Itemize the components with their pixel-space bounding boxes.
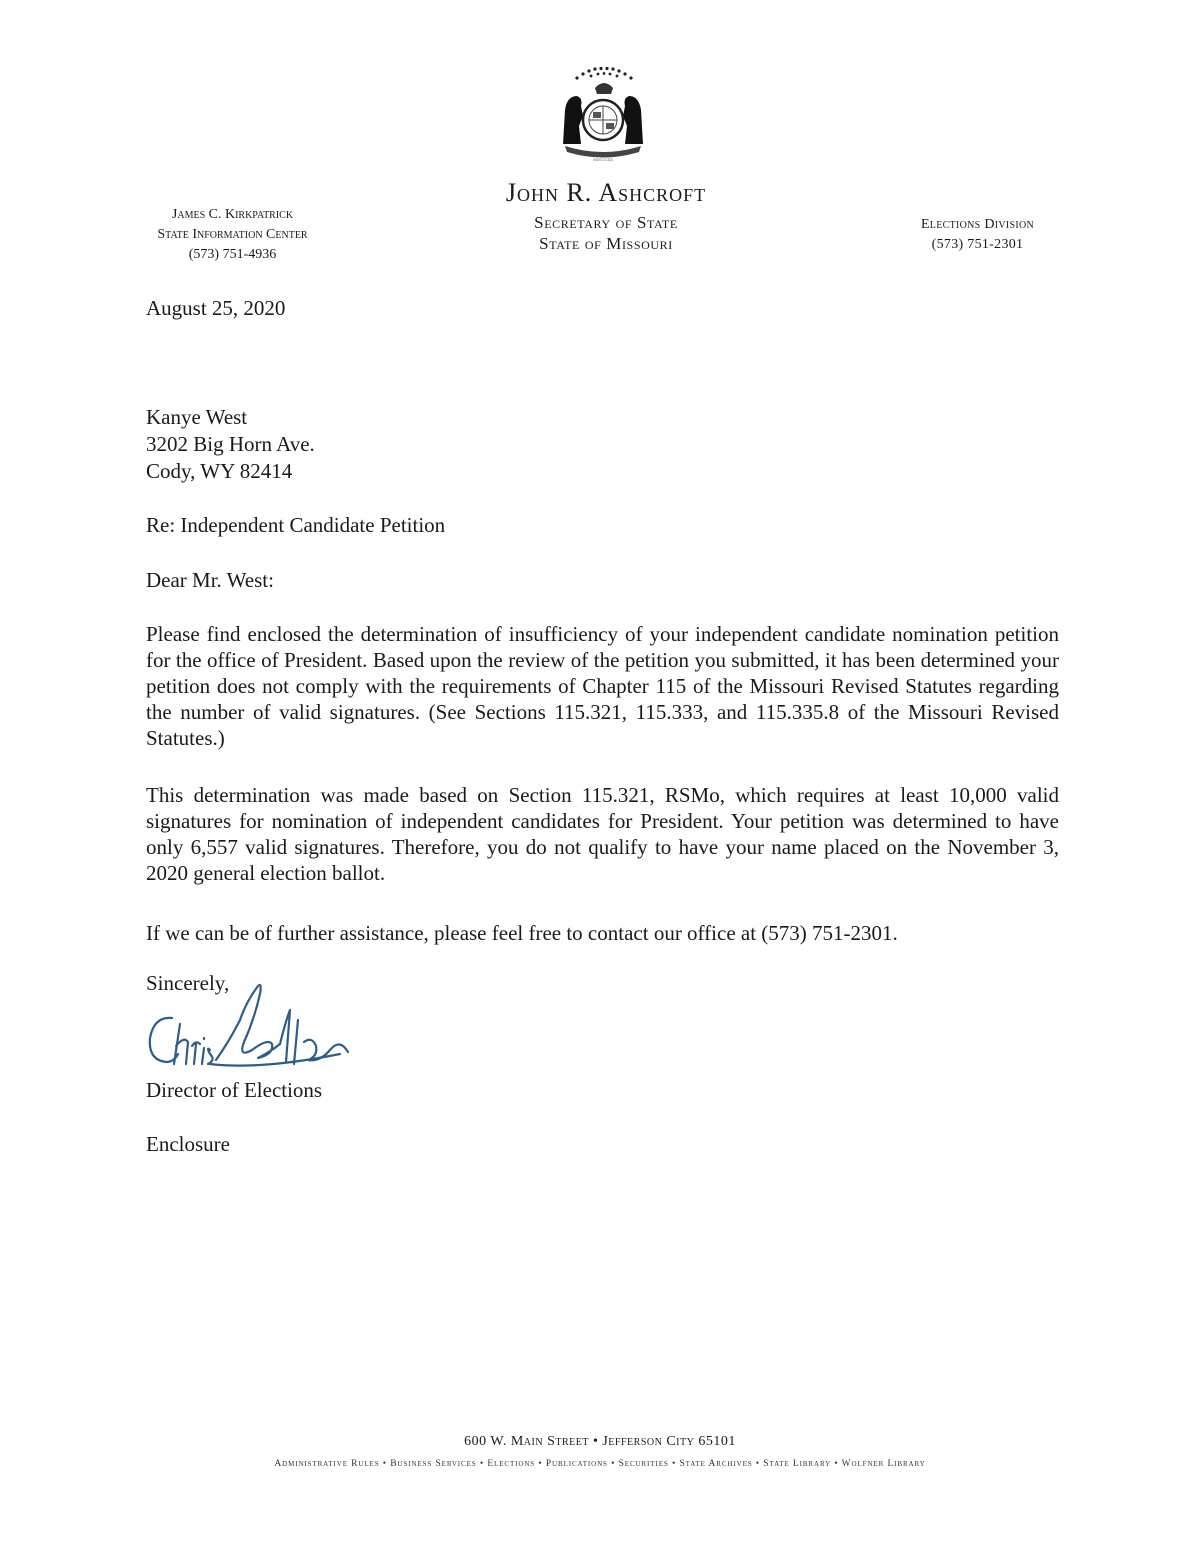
footer-services: Administrative Rules • Business Services • Elections • Publications • Securities • State Archives • State Library • Wolfner Library — [274, 1459, 926, 1469]
salutation: Dear Mr. West: — [146, 568, 274, 592]
body-paragraph: If we can be of further assistance, please feel free to contact our office at (573) 751-2301. — [146, 921, 898, 945]
body-paragraph: This determination was made based on Section 115.321, RSMo, which requires at least 10,000 valid signatures for nomination of independent candidates for President. Your petition was determined to have only 6,557 valid signatures. Therefore, you do not qualify to have your name placed on the November 3, 2020 general election ballot. — [146, 783, 1059, 885]
secretary-state: State of Missouri — [539, 234, 673, 253]
letterhead-right — [880, 215, 1075, 255]
recipient-city: Cody, WY 82414 — [146, 459, 293, 483]
footer-address: 600 W. Main Street • Jefferson City 65101 — [464, 1434, 736, 1449]
state-info-center-phone: (573) 751-4936 — [188, 247, 277, 262]
body-paragraph: Please find enclosed the determination of insufficiency of your independent candidate nomination petition for the office of President. Based upon the review of the petition you submitted, it has been determined your petition does not comply with the requirements of Chapter 115 of the Missouri Revised Statutes regarding the number of valid signatures. (See Sections 115.321, 115.333, and 115.335.8 of the Missouri Revised Statutes.) — [146, 622, 1059, 750]
letter-subject: Re: Independent Candidate Petition — [146, 513, 446, 537]
closing: Sincerely, — [146, 971, 230, 995]
letterhead-left — [110, 205, 355, 265]
state-info-center-contact-name: James C. Kirkpatrick — [171, 207, 294, 222]
state-info-center-label: State Information Center — [157, 227, 308, 242]
letter-date: August 25, 2020 — [146, 296, 286, 320]
enclosure-note: Enclosure — [146, 1132, 230, 1156]
elections-division-label: Elections Division — [920, 217, 1035, 232]
elections-division-phone: (573) 751-2301 — [931, 237, 1024, 252]
handwritten-signature — [140, 980, 360, 1080]
missouri-state-seal-icon — [557, 66, 649, 162]
secretary-title: Secretary of State — [534, 213, 678, 232]
recipient-address — [146, 404, 315, 485]
svg-text:MDCCCXX: MDCCCXX — [593, 158, 613, 162]
signer-title: Director of Elections — [146, 1078, 323, 1102]
secretary-name: John R. Ashcroft — [505, 178, 707, 207]
recipient-name: Kanye West — [146, 405, 248, 429]
recipient-street: 3202 Big Horn Ave. — [146, 432, 315, 456]
